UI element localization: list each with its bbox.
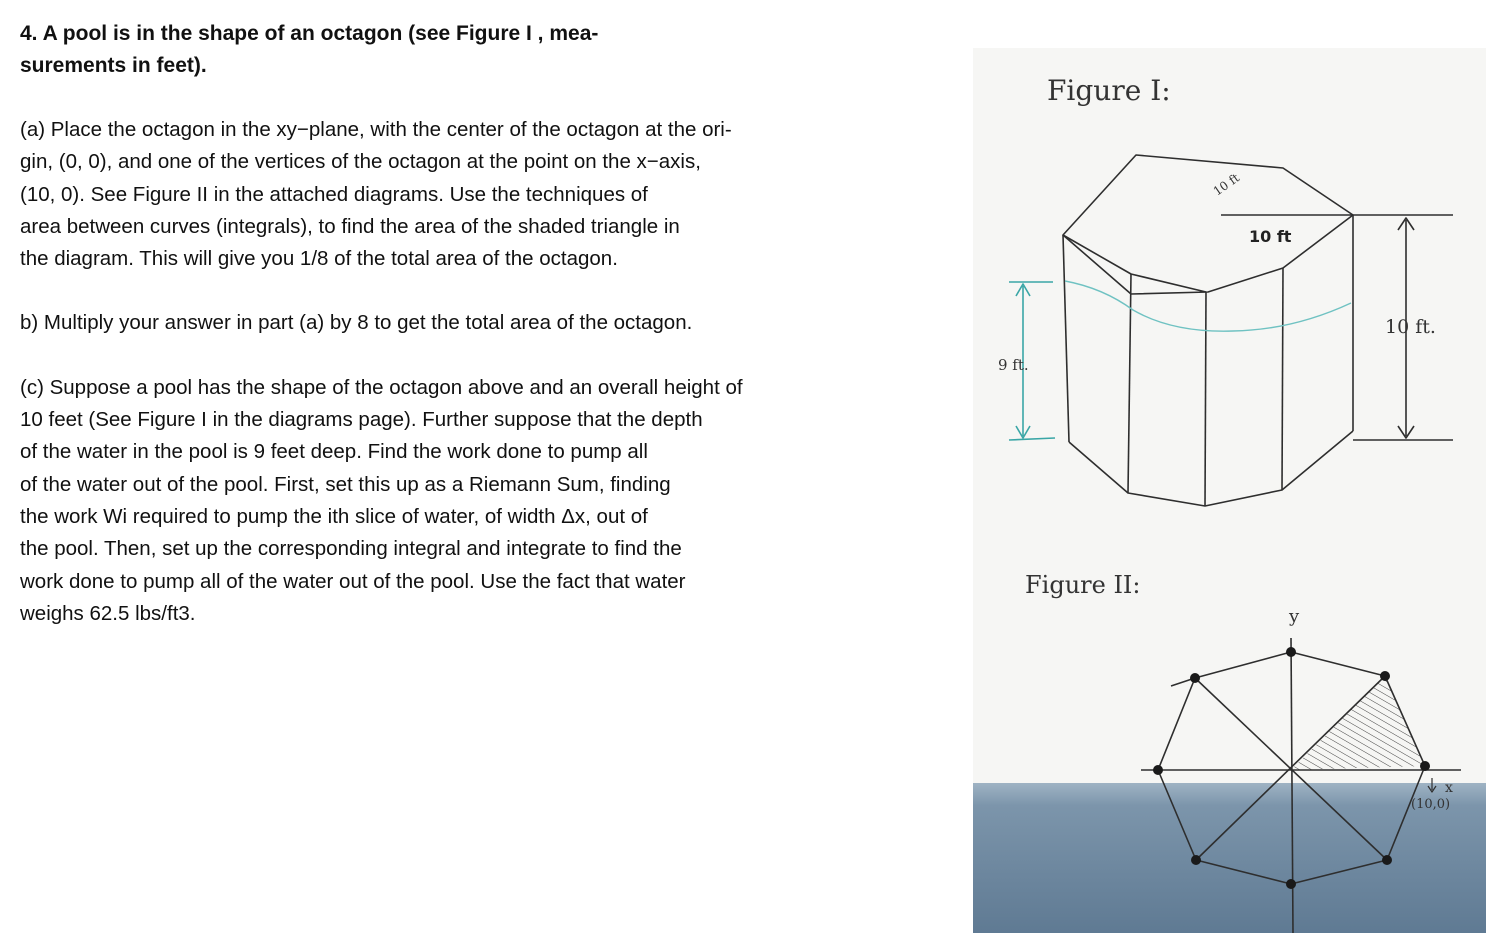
y-axis-label: y <box>1289 606 1300 627</box>
part-a-line: area between curves (integrals), to find the area of the shaded triangle in <box>20 214 680 238</box>
prism-top-face <box>1063 155 1353 294</box>
part-a-line: gin, (0, 0), and one of the vertices of the octagon at the point on the x−axis, <box>20 150 701 174</box>
prism-bottom-edge <box>1069 431 1353 506</box>
figure-1-label: Figure I: <box>1047 74 1171 107</box>
depth-dimension-bottom <box>1009 438 1055 440</box>
prism-edge <box>1282 268 1283 490</box>
octagon-vertex <box>1286 879 1296 889</box>
part-c-line: (c) Suppose a pool has the shape of the octagon above and an overall height of <box>20 375 743 399</box>
octagon-vertex <box>1380 671 1390 681</box>
water-surface-line <box>1065 281 1351 331</box>
x-axis-label: x <box>1445 780 1453 796</box>
figure-2-label: Figure II: <box>1025 571 1141 599</box>
part-c-line: weighs 62.5 lbs/ft3. <box>20 601 196 625</box>
part-c-line: of the water in the pool is 9 feet deep. Find the work done to pump all <box>20 440 648 464</box>
diagonal-side-label: 10 ft <box>1210 170 1242 199</box>
prism-edge <box>1205 292 1206 506</box>
prism-edge <box>1131 274 1206 292</box>
prism-edge <box>1063 235 1069 442</box>
shaded-triangle <box>1291 676 1425 770</box>
water-depth-label: 9 ft. <box>998 356 1029 374</box>
octagon-vertex <box>1382 855 1392 865</box>
octagon-vertex <box>1420 761 1430 771</box>
part-c-line: work done to pump all of the water out of the pool. Use the fact that water <box>20 569 686 593</box>
problem-text <box>20 18 900 630</box>
part-b-text: b) Multiply your answer in part (a) by 8 to get the total area of the octagon. <box>20 311 693 335</box>
part-a-line: (10, 0). See Figure II in the attached diagrams. Use the techniques of <box>20 182 648 206</box>
part-c-line: the work Wi required to pump the ith slice of water, of width Δx, out of <box>20 504 648 528</box>
diagram-drawing <box>973 48 1486 933</box>
octagon-vertex <box>1286 647 1296 657</box>
part-a-line: the diagram. This will give you 1/8 of the total area of the octagon. <box>20 247 618 271</box>
diagram-photo <box>973 48 1486 933</box>
top-side-label: 10 ft <box>1249 227 1292 246</box>
figure-1 <box>998 74 1453 506</box>
part-c-line: 10 feet (See Figure I in the diagrams page). Further suppose that the depth <box>20 408 703 432</box>
part-c-line: of the water out of the pool. First, set this up as a Riemann Sum, finding <box>20 472 671 496</box>
part-c-line: the pool. Then, set up the corresponding integral and integrate to find the <box>20 537 682 561</box>
vertex-label: (10,0) <box>1411 797 1451 812</box>
octagon-vertex <box>1191 855 1201 865</box>
problem-title-line-1: 4. A pool is in the shape of an octagon (see Figure I , mea- <box>20 22 599 45</box>
part-a-line: (a) Place the octagon in the xy−plane, with the center of the octagon at the ori- <box>20 118 732 141</box>
height-label: 10 ft. <box>1385 316 1436 338</box>
prism-edge <box>1063 235 1131 274</box>
octagon-vertex <box>1153 765 1163 775</box>
octagon-vertex <box>1190 673 1200 683</box>
problem-title-line-2: surements in feet). <box>20 54 207 77</box>
